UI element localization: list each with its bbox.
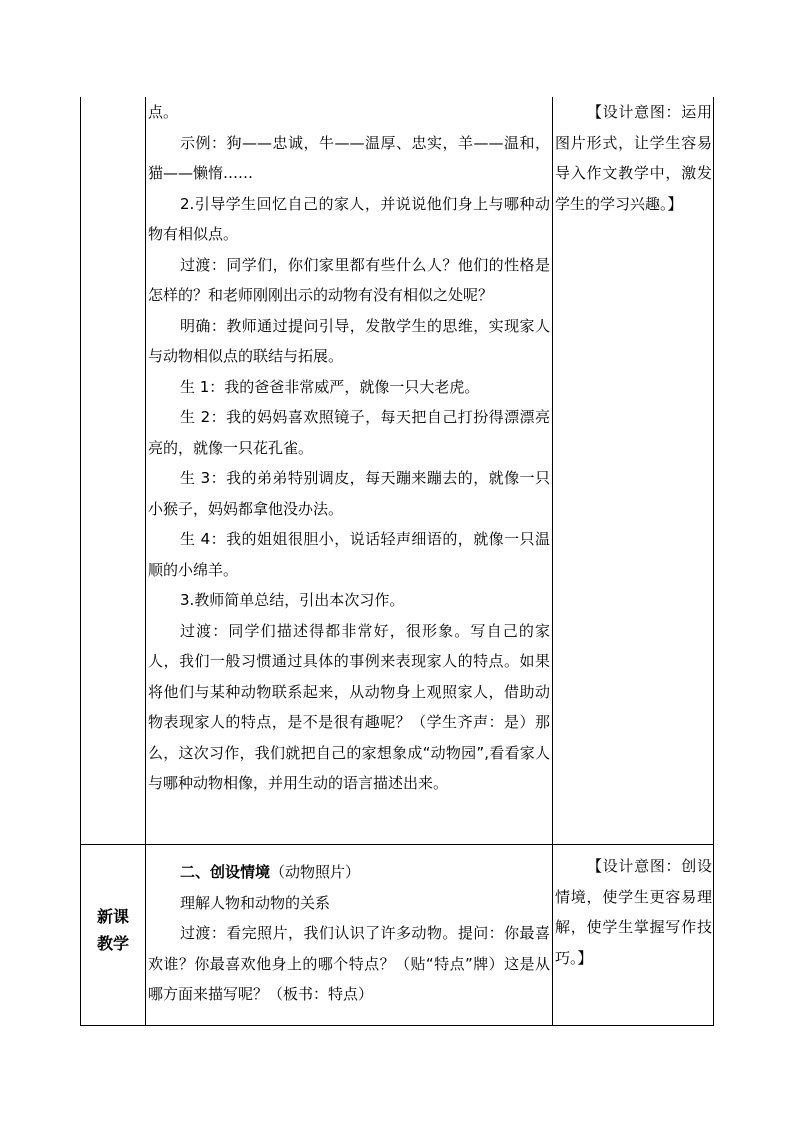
table-right-border — [713, 97, 714, 1025]
label-column-divider — [145, 97, 146, 1025]
paragraph-student-2: 生 2：我的妈妈喜欢照镜子，每天把自己打扮得漂漂亮亮的，就像一只花孔雀。 — [148, 408, 550, 457]
paragraph-student-1: 生 1：我的爸爸非常威严，就像一只大老虎。 — [180, 377, 480, 396]
section-heading — [148, 857, 550, 888]
section-label-line-2: 教学 — [96, 934, 129, 953]
bottom-content-cell — [148, 857, 550, 1010]
section-subheading: 理解人物和动物的关系 — [180, 893, 331, 912]
row-divider — [80, 844, 714, 845]
top-content-cell — [148, 97, 550, 799]
paragraph-transition-2: 过渡：同学们描述得都非常好，很形象。写自己的家人，我们一般习惯通过具体的事例来表现家人的特点。如果将他们与某种动物联系起来，从动物身上观照家人，借助动物表现家人的特点，是不是很有趣呢？（学生齐声：是）那么，这次习作，我们就把自己的家想象成“动物园”,看看家人与哪种动物相像，并用生动的语言描述出来。 — [148, 621, 550, 792]
paragraph-clarify: 明确：教师通过提问引导，发散学生的思维，实现家人与动物相似点的联结与拓展。 — [148, 316, 550, 365]
section-label-line-1: 新课 — [96, 907, 129, 926]
design-intent-text: 【设计意图：运用图片形式，让学生容易导入作文教学中，激发学生的学习兴趣。】 — [555, 103, 712, 213]
section-label-cell — [81, 903, 145, 957]
intent-column-divider — [552, 97, 553, 1025]
paragraph-step-2: 2.引导学生回忆自己的家人，并说说他们身上与哪种动物有相似点。 — [148, 194, 550, 243]
design-intent-text-2: 【设计意图：创设情境，使学生更容易理解，使学生掌握写作技巧。】 — [555, 857, 712, 967]
section-heading-bold: 二、创设情境 — [180, 863, 271, 881]
paragraph-student-4: 生 4：我的姐姐很胆小，说话轻声细语的，就像一只温顺的小绵羊。 — [148, 530, 550, 579]
bottom-design-intent-cell — [555, 851, 712, 973]
paragraph-transition-1: 过渡：同学们，你们家里都有些什么人？他们的性格是怎样的？和老师刚刚出示的动物有没有相似之处呢？ — [148, 255, 550, 304]
top-design-intent-cell — [555, 97, 712, 219]
paragraph-example: 示例：狗——忠诚，牛——温厚、忠实，羊——温和，猫——懒惰…… — [148, 133, 550, 182]
paragraph-student-3: 生 3：我的弟弟特别调皮，每天蹦来蹦去的，就像一只小猴子，妈妈都拿他没办法。 — [148, 469, 550, 518]
paragraph-transition-3: 过渡：看完照片，我们认识了许多动物。提问：你最喜欢谁？你最喜欢他身上的哪个特点？（贴“特点”牌）这是从哪方面来描写呢？（板书：特点） — [148, 924, 550, 1003]
paragraph-step-3: 3.教师简单总结，引出本次习作。 — [180, 591, 405, 609]
paragraph-continuation: 点。 — [148, 103, 179, 121]
table-bottom-border — [80, 1025, 714, 1026]
section-heading-note: （动物照片） — [270, 863, 361, 881]
table-left-border — [80, 97, 81, 1025]
